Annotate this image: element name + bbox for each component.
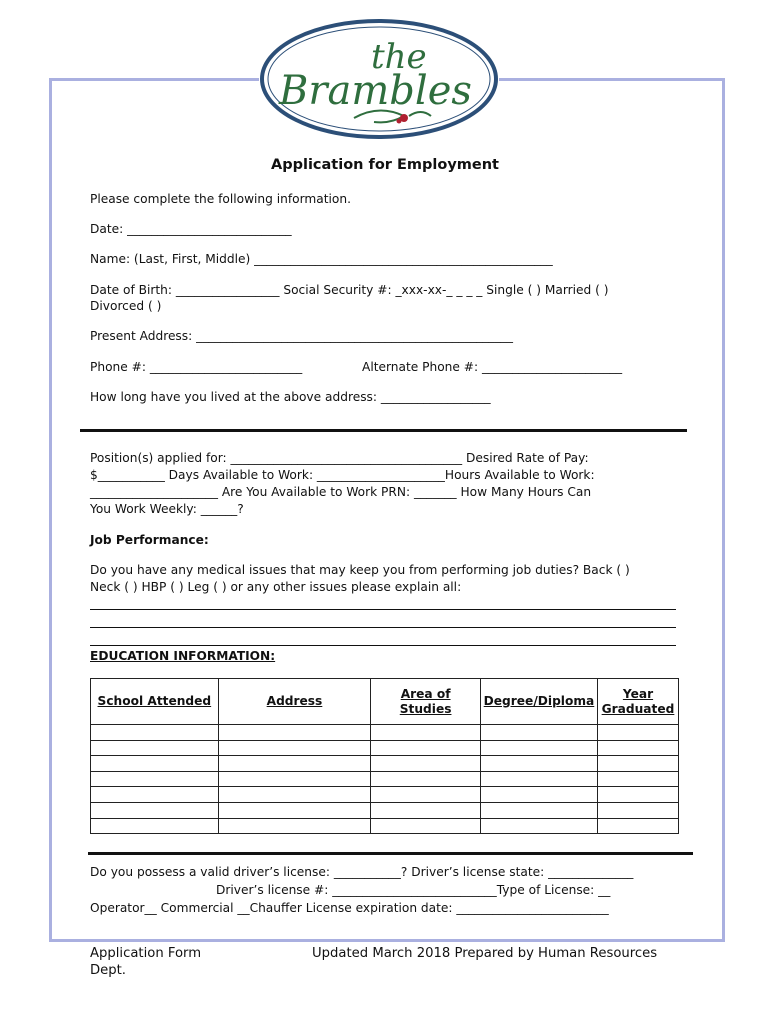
- brambles-logo-graphic: [259, 18, 499, 140]
- explain-line[interactable]: [90, 609, 676, 610]
- header-address: Address: [218, 679, 371, 725]
- table-row: [91, 771, 679, 787]
- table-cell[interactable]: [218, 787, 371, 803]
- table-cell[interactable]: [480, 725, 597, 741]
- table-cell[interactable]: [371, 725, 481, 741]
- position-line-3[interactable]: _____________________ Are You Available to Work PRN: _______ How Many Hours Can: [90, 485, 592, 499]
- table-cell[interactable]: [597, 756, 678, 772]
- footer-left-dept: Dept.: [90, 963, 127, 978]
- footer-right: Updated March 2018 Prepared by Human Resources: [312, 946, 658, 961]
- header-degree: Degree/Diploma: [480, 679, 597, 725]
- table-row: [91, 756, 679, 772]
- table-cell[interactable]: [91, 740, 219, 756]
- table-cell[interactable]: [91, 771, 219, 787]
- date-field[interactable]: Date: ___________________________: [90, 222, 292, 236]
- education-table: [90, 678, 679, 834]
- table-cell[interactable]: [371, 802, 481, 818]
- job-performance-heading: Job Performance:: [90, 533, 209, 547]
- table-cell[interactable]: [371, 771, 481, 787]
- brambles-logo: [259, 18, 499, 140]
- table-cell[interactable]: [218, 818, 371, 834]
- table-cell[interactable]: [597, 771, 678, 787]
- medical-question-1: Do you have any medical issues that may keep you from performing job duties? Back ( ): [90, 563, 630, 577]
- address-duration-field[interactable]: How long have you lived at the above address: __________________: [90, 390, 491, 404]
- table-cell[interactable]: [218, 725, 371, 741]
- section-divider: [88, 852, 693, 855]
- alternate-phone-field[interactable]: Alternate Phone #: _______________________: [362, 360, 623, 374]
- table-cell[interactable]: [597, 740, 678, 756]
- header-year-graduated: Year Graduated: [597, 679, 678, 725]
- table-cell[interactable]: [480, 740, 597, 756]
- dob-ssn-marital-field[interactable]: Date of Birth: _________________ Social Security #: _xxx-xx-_ _ _ _ Single ( ) Married ( ): [90, 283, 609, 297]
- table-cell[interactable]: [218, 771, 371, 787]
- table-row: [91, 740, 679, 756]
- education-heading: EDUCATION INFORMATION:: [90, 649, 276, 663]
- table-cell[interactable]: [371, 756, 481, 772]
- name-field[interactable]: Name: (Last, First, Middle) _________________________________________________: [90, 252, 553, 266]
- form-title: Application for Employment: [271, 157, 499, 173]
- table-row: [91, 818, 679, 834]
- table-row: [91, 802, 679, 818]
- table-cell[interactable]: [218, 802, 371, 818]
- table-cell[interactable]: [480, 771, 597, 787]
- table-cell[interactable]: [91, 818, 219, 834]
- explain-line[interactable]: [90, 627, 676, 628]
- position-line-1[interactable]: Position(s) applied for: ______________________________________ Desired Rate of Pay:: [90, 451, 589, 465]
- table-cell[interactable]: [597, 725, 678, 741]
- license-line-1[interactable]: Do you possess a valid driver’s license: ___________? Driver’s license state: ______________: [90, 865, 634, 879]
- table-row: [91, 725, 679, 741]
- license-line-3[interactable]: Operator__ Commercial __Chauffer License expiration date: _________________________: [90, 901, 609, 915]
- medical-question-2[interactable]: Neck ( ) HBP ( ) Leg ( ) or any other issues please explain all:: [90, 580, 462, 594]
- table-cell[interactable]: [371, 787, 481, 803]
- table-cell[interactable]: [218, 740, 371, 756]
- header-area-of-studies: Area of Studies: [371, 679, 481, 725]
- table-cell[interactable]: [480, 756, 597, 772]
- table-cell[interactable]: [91, 756, 219, 772]
- table-cell[interactable]: [597, 802, 678, 818]
- header-school-attended: School Attended: [91, 679, 219, 725]
- logo-text-the: the: [371, 37, 427, 77]
- position-line-2[interactable]: $___________ Days Available to Work: _____________________Hours Available to Work:: [90, 468, 595, 482]
- position-line-4[interactable]: You Work Weekly: ______?: [90, 502, 244, 516]
- phone-field[interactable]: Phone #: _________________________: [90, 360, 303, 374]
- divorced-option[interactable]: Divorced ( ): [90, 299, 162, 313]
- intro-text: Please complete the following information.: [90, 192, 351, 206]
- table-cell[interactable]: [480, 787, 597, 803]
- table-cell[interactable]: [480, 818, 597, 834]
- table-cell[interactable]: [597, 818, 678, 834]
- logo-text-brambles: Brambles: [279, 68, 472, 114]
- table-cell[interactable]: [371, 740, 481, 756]
- address-field[interactable]: Present Address: ____________________________________________________: [90, 329, 513, 343]
- section-divider: [80, 429, 687, 432]
- table-cell[interactable]: [218, 756, 371, 772]
- license-line-2[interactable]: Driver’s license #: ___________________________Type of License: __: [216, 883, 611, 897]
- table-cell[interactable]: [480, 802, 597, 818]
- explain-line[interactable]: [90, 645, 676, 646]
- table-cell[interactable]: [597, 787, 678, 803]
- table-cell[interactable]: [371, 818, 481, 834]
- table-row: [91, 787, 679, 803]
- table-cell[interactable]: [91, 802, 219, 818]
- table-cell[interactable]: [91, 725, 219, 741]
- table-cell[interactable]: [91, 787, 219, 803]
- footer-left: Application Form: [90, 946, 202, 961]
